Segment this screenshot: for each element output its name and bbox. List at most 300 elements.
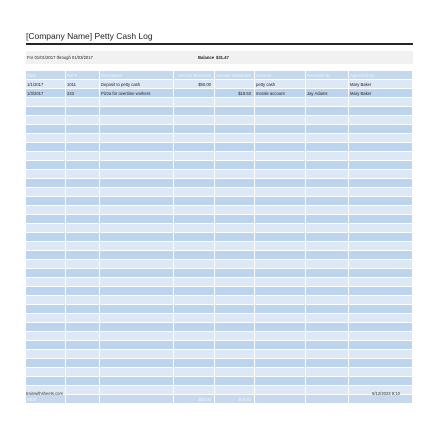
table-cell[interactable] [349, 251, 413, 260]
table-cell[interactable] [100, 269, 174, 278]
table-cell[interactable] [100, 107, 174, 116]
table-cell[interactable] [349, 215, 413, 224]
table-cell[interactable] [349, 377, 413, 386]
table-cell[interactable] [100, 359, 174, 368]
table-cell[interactable] [174, 395, 215, 404]
table-cell[interactable] [255, 197, 306, 206]
table-cell[interactable] [255, 224, 306, 233]
table-cell[interactable] [174, 368, 215, 377]
table-cell[interactable] [215, 332, 255, 341]
table-cell[interactable] [66, 359, 100, 368]
table-cell[interactable] [66, 341, 100, 350]
table-cell[interactable] [349, 197, 413, 206]
table-cell[interactable] [26, 359, 66, 368]
table-cell[interactable] [66, 179, 100, 188]
table-cell[interactable] [100, 332, 174, 341]
table-cell[interactable] [174, 89, 215, 98]
table-cell[interactable] [66, 278, 100, 287]
table-cell[interactable] [349, 98, 413, 107]
table-cell[interactable] [26, 71, 66, 80]
table-cell[interactable] [174, 287, 215, 296]
table-cell[interactable] [306, 278, 349, 287]
table-cell[interactable] [66, 152, 100, 161]
table-cell[interactable] [255, 368, 306, 377]
table-cell[interactable] [306, 296, 349, 305]
table-cell[interactable] [100, 215, 174, 224]
table-cell[interactable] [215, 251, 255, 260]
table-cell[interactable] [349, 134, 413, 143]
table-cell[interactable] [174, 98, 215, 107]
table-cell[interactable] [215, 188, 255, 197]
table-cell[interactable] [174, 161, 215, 170]
table-cell[interactable] [255, 80, 306, 89]
table-cell[interactable] [174, 377, 215, 386]
table-cell[interactable] [215, 197, 255, 206]
table-cell[interactable] [215, 89, 255, 98]
table-cell[interactable] [255, 242, 306, 251]
table-cell[interactable] [66, 332, 100, 341]
table-cell[interactable] [26, 134, 66, 143]
table-cell[interactable] [349, 116, 413, 125]
table-cell[interactable] [255, 278, 306, 287]
table-cell[interactable] [306, 332, 349, 341]
table-cell[interactable] [26, 206, 66, 215]
table-cell[interactable] [66, 224, 100, 233]
table-cell[interactable] [174, 224, 215, 233]
table-cell[interactable] [215, 161, 255, 170]
table-cell[interactable] [66, 368, 100, 377]
table-cell[interactable] [349, 305, 413, 314]
table-cell[interactable] [66, 251, 100, 260]
table-cell[interactable] [174, 134, 215, 143]
table-cell[interactable] [174, 170, 215, 179]
table-cell[interactable] [255, 206, 306, 215]
table-cell[interactable] [26, 296, 66, 305]
table-cell[interactable] [215, 71, 255, 80]
table-cell[interactable] [306, 197, 349, 206]
table-cell[interactable] [100, 341, 174, 350]
table-cell[interactable] [306, 305, 349, 314]
table-cell[interactable] [306, 71, 349, 80]
table-cell[interactable] [174, 386, 215, 395]
table-cell[interactable] [306, 386, 349, 395]
table-cell[interactable] [215, 170, 255, 179]
table-cell[interactable] [255, 305, 306, 314]
table-cell[interactable] [66, 161, 100, 170]
table-cell[interactable] [26, 233, 66, 242]
table-cell[interactable] [306, 179, 349, 188]
table-cell[interactable] [306, 395, 349, 404]
table-cell[interactable] [255, 71, 306, 80]
table-cell[interactable] [349, 278, 413, 287]
table-cell[interactable] [306, 341, 349, 350]
table-cell[interactable] [66, 134, 100, 143]
table-cell[interactable] [349, 350, 413, 359]
table-cell[interactable] [26, 377, 66, 386]
table-cell[interactable] [26, 89, 66, 98]
table-cell[interactable] [306, 359, 349, 368]
cell-text [100, 181, 101, 186]
table-cell[interactable] [215, 179, 255, 188]
table-cell[interactable] [66, 233, 100, 242]
table-cell[interactable] [174, 314, 215, 323]
table-cell[interactable] [215, 359, 255, 368]
table-cell[interactable] [215, 269, 255, 278]
table-cell[interactable] [349, 188, 413, 197]
table-cell[interactable] [255, 233, 306, 242]
table-cell[interactable] [215, 395, 255, 404]
table-cell[interactable] [255, 269, 306, 278]
table-cell[interactable] [100, 170, 174, 179]
table-cell[interactable] [255, 107, 306, 116]
table-cell[interactable] [100, 89, 174, 98]
table-cell[interactable] [100, 323, 174, 332]
table-cell[interactable] [215, 314, 255, 323]
table-cell[interactable] [215, 386, 255, 395]
table-cell[interactable] [26, 251, 66, 260]
table-cell[interactable] [255, 350, 306, 359]
table-cell[interactable] [66, 98, 100, 107]
table-cell[interactable] [26, 260, 66, 269]
table-cell[interactable] [215, 287, 255, 296]
table-cell[interactable] [66, 395, 100, 404]
table-cell[interactable] [26, 350, 66, 359]
table-cell[interactable] [306, 242, 349, 251]
table-cell[interactable] [26, 98, 66, 107]
table-cell[interactable] [174, 260, 215, 269]
table-cell[interactable] [349, 287, 413, 296]
table-cell[interactable] [26, 152, 66, 161]
table-cell[interactable] [174, 359, 215, 368]
table-cell[interactable] [349, 260, 413, 269]
table-cell[interactable] [66, 296, 100, 305]
table-cell[interactable] [26, 242, 66, 251]
table-cell[interactable] [349, 143, 413, 152]
table-cell[interactable] [100, 71, 174, 80]
table-cell[interactable] [66, 314, 100, 323]
table-cell[interactable] [66, 125, 100, 134]
table-cell[interactable] [100, 386, 174, 395]
table-cell[interactable] [255, 377, 306, 386]
table-cell[interactable] [255, 359, 306, 368]
table-cell[interactable] [174, 278, 215, 287]
table-cell[interactable] [66, 386, 100, 395]
table-cell[interactable] [100, 143, 174, 152]
table-cell[interactable] [255, 386, 306, 395]
table-cell[interactable] [26, 107, 66, 116]
table-cell[interactable] [215, 233, 255, 242]
table-cell[interactable] [349, 341, 413, 350]
table-cell[interactable] [306, 89, 349, 98]
table-cell[interactable] [66, 197, 100, 206]
table-cell[interactable] [100, 179, 174, 188]
table-cell[interactable] [215, 242, 255, 251]
table-cell[interactable] [349, 296, 413, 305]
table-cell[interactable] [26, 161, 66, 170]
table-cell[interactable] [349, 161, 413, 170]
table-cell[interactable] [100, 152, 174, 161]
table-cell[interactable] [215, 152, 255, 161]
table-cell[interactable] [66, 242, 100, 251]
table-cell[interactable] [349, 107, 413, 116]
table-cell[interactable] [174, 251, 215, 260]
table-cell[interactable] [215, 98, 255, 107]
table-cell[interactable] [349, 395, 413, 404]
table-cell[interactable] [215, 377, 255, 386]
table-cell[interactable] [66, 188, 100, 197]
table-cell[interactable] [26, 332, 66, 341]
table-cell[interactable] [66, 71, 100, 80]
table-cell[interactable] [100, 98, 174, 107]
table-cell[interactable] [306, 125, 349, 134]
table-cell[interactable] [215, 341, 255, 350]
table-cell[interactable] [174, 350, 215, 359]
table-cell[interactable] [100, 161, 174, 170]
table-cell[interactable] [26, 125, 66, 134]
table-cell[interactable] [174, 233, 215, 242]
table-cell[interactable] [100, 125, 174, 134]
table-cell[interactable] [306, 215, 349, 224]
table-cell[interactable] [215, 143, 255, 152]
table-cell[interactable] [26, 395, 66, 404]
table-cell[interactable] [66, 143, 100, 152]
table-cell[interactable] [26, 341, 66, 350]
table-cell[interactable] [174, 188, 215, 197]
table-cell[interactable] [255, 215, 306, 224]
table-cell[interactable] [349, 80, 413, 89]
table-cell[interactable] [349, 152, 413, 161]
table-cell[interactable] [255, 179, 306, 188]
cell-text: Pizza for overtime workers [101, 91, 151, 96]
table-cell[interactable] [26, 188, 66, 197]
table-cell[interactable] [349, 233, 413, 242]
table-cell[interactable] [26, 287, 66, 296]
table-cell[interactable] [66, 80, 100, 89]
table-cell[interactable] [255, 116, 306, 125]
table-cell[interactable] [26, 314, 66, 323]
table-cell[interactable] [100, 116, 174, 125]
table-cell[interactable] [215, 296, 255, 305]
table-cell[interactable] [255, 341, 306, 350]
table-cell[interactable] [306, 314, 349, 323]
table-cell[interactable] [174, 332, 215, 341]
table-cell[interactable] [306, 143, 349, 152]
table-cell[interactable] [255, 332, 306, 341]
table-cell[interactable] [306, 107, 349, 116]
table-cell[interactable] [100, 260, 174, 269]
table-cell[interactable] [174, 80, 215, 89]
table-cell[interactable] [100, 368, 174, 377]
table-cell[interactable] [215, 80, 255, 89]
table-cell[interactable] [174, 242, 215, 251]
table-cell[interactable] [26, 197, 66, 206]
table-cell[interactable] [255, 125, 306, 134]
table-cell[interactable] [349, 368, 413, 377]
table-cell[interactable] [306, 161, 349, 170]
table-cell[interactable] [306, 233, 349, 242]
table-cell[interactable] [306, 134, 349, 143]
table-cell[interactable] [349, 170, 413, 179]
table-cell[interactable] [174, 107, 215, 116]
table-cell[interactable] [26, 305, 66, 314]
table-cell[interactable] [306, 377, 349, 386]
table-cell[interactable] [100, 287, 174, 296]
table-cell[interactable] [215, 125, 255, 134]
table-cell[interactable] [100, 251, 174, 260]
table-cell[interactable] [215, 224, 255, 233]
table-cell[interactable] [215, 215, 255, 224]
table-cell[interactable] [100, 188, 174, 197]
table-cell[interactable] [306, 188, 349, 197]
table-cell[interactable] [215, 206, 255, 215]
table-cell[interactable] [174, 296, 215, 305]
table-cell[interactable] [26, 116, 66, 125]
table-cell[interactable] [100, 242, 174, 251]
table-cell[interactable] [174, 323, 215, 332]
table-cell[interactable] [349, 206, 413, 215]
table-cell[interactable] [100, 134, 174, 143]
table-cell[interactable] [26, 80, 66, 89]
table-cell[interactable] [26, 143, 66, 152]
table-cell[interactable] [100, 224, 174, 233]
cell-text [66, 334, 67, 339]
table-cell[interactable] [66, 287, 100, 296]
table-cell[interactable] [306, 80, 349, 89]
table-cell[interactable] [100, 278, 174, 287]
table-cell[interactable] [255, 296, 306, 305]
table-cell[interactable] [215, 323, 255, 332]
table-cell[interactable] [215, 368, 255, 377]
table-cell[interactable] [349, 242, 413, 251]
table-cell[interactable] [100, 314, 174, 323]
table-cell[interactable] [255, 152, 306, 161]
table-cell[interactable] [215, 116, 255, 125]
table-cell[interactable] [306, 323, 349, 332]
table-cell[interactable] [100, 377, 174, 386]
table-cell[interactable] [349, 71, 413, 80]
table-cell[interactable] [66, 305, 100, 314]
table-cell[interactable] [255, 314, 306, 323]
table-cell[interactable] [174, 341, 215, 350]
table-cell[interactable] [66, 107, 100, 116]
table-cell[interactable] [255, 260, 306, 269]
table-cell[interactable] [26, 269, 66, 278]
table-cell[interactable] [255, 161, 306, 170]
table-cell[interactable] [215, 305, 255, 314]
table-cell[interactable] [66, 215, 100, 224]
table-cell[interactable] [349, 269, 413, 278]
table-cell[interactable] [215, 350, 255, 359]
table-cell[interactable] [255, 170, 306, 179]
table-cell[interactable] [100, 206, 174, 215]
table-cell[interactable] [66, 116, 100, 125]
table-cell[interactable] [66, 89, 100, 98]
table-cell[interactable] [349, 89, 413, 98]
table-cell[interactable] [349, 179, 413, 188]
table-cell[interactable] [255, 287, 306, 296]
table-cell[interactable] [174, 206, 215, 215]
table-cell[interactable] [100, 80, 174, 89]
table-cell[interactable] [255, 251, 306, 260]
table-cell[interactable] [215, 278, 255, 287]
table-cell[interactable] [174, 269, 215, 278]
table-cell[interactable] [26, 170, 66, 179]
table-cell[interactable] [215, 134, 255, 143]
table-cell[interactable] [349, 359, 413, 368]
table-cell[interactable] [100, 350, 174, 359]
table-cell[interactable] [255, 323, 306, 332]
table-cell[interactable] [66, 350, 100, 359]
table-cell[interactable] [100, 395, 174, 404]
table-cell[interactable] [100, 296, 174, 305]
table-cell[interactable] [255, 98, 306, 107]
table-cell[interactable] [26, 224, 66, 233]
table-cell[interactable] [255, 89, 306, 98]
table-cell[interactable] [306, 260, 349, 269]
table-cell[interactable] [306, 269, 349, 278]
table-cell[interactable] [66, 323, 100, 332]
table-cell[interactable] [174, 116, 215, 125]
table-cell[interactable] [26, 179, 66, 188]
table-cell[interactable] [174, 305, 215, 314]
table-cell[interactable] [100, 233, 174, 242]
cell-text [66, 271, 67, 276]
table-cell[interactable] [215, 260, 255, 269]
table-cell[interactable] [174, 152, 215, 161]
table-cell[interactable] [66, 269, 100, 278]
table-cell[interactable] [306, 368, 349, 377]
table-cell[interactable] [174, 197, 215, 206]
table-cell[interactable] [306, 152, 349, 161]
table-cell[interactable] [349, 314, 413, 323]
table-cell[interactable] [174, 215, 215, 224]
table-cell[interactable] [255, 395, 306, 404]
table-cell[interactable] [215, 107, 255, 116]
table-cell[interactable] [306, 287, 349, 296]
table-cell[interactable] [174, 71, 215, 80]
table-cell[interactable] [66, 377, 100, 386]
table-cell[interactable] [306, 116, 349, 125]
table-cell[interactable] [174, 179, 215, 188]
table-cell[interactable] [26, 278, 66, 287]
table-cell[interactable] [306, 170, 349, 179]
table-cell[interactable] [306, 224, 349, 233]
table-cell[interactable] [66, 260, 100, 269]
table-cell[interactable] [349, 323, 413, 332]
cell-text: 1/3/2017 [27, 91, 44, 96]
table-cell[interactable] [349, 125, 413, 134]
table-cell[interactable] [255, 134, 306, 143]
table-cell[interactable] [100, 305, 174, 314]
table-cell[interactable] [66, 206, 100, 215]
table-cell[interactable] [306, 251, 349, 260]
table-cell[interactable] [174, 143, 215, 152]
cell-text [306, 217, 307, 222]
table-cell[interactable] [255, 188, 306, 197]
table-cell[interactable] [174, 125, 215, 134]
table-cell[interactable] [349, 332, 413, 341]
table-cell[interactable] [306, 206, 349, 215]
table-cell[interactable] [306, 350, 349, 359]
table-cell[interactable] [26, 323, 66, 332]
table-cell[interactable] [26, 215, 66, 224]
table-cell[interactable] [66, 170, 100, 179]
table-cell[interactable] [26, 368, 66, 377]
table-cell[interactable] [100, 197, 174, 206]
table-cell[interactable] [255, 143, 306, 152]
table-cell[interactable] [349, 224, 413, 233]
table-cell[interactable] [306, 98, 349, 107]
